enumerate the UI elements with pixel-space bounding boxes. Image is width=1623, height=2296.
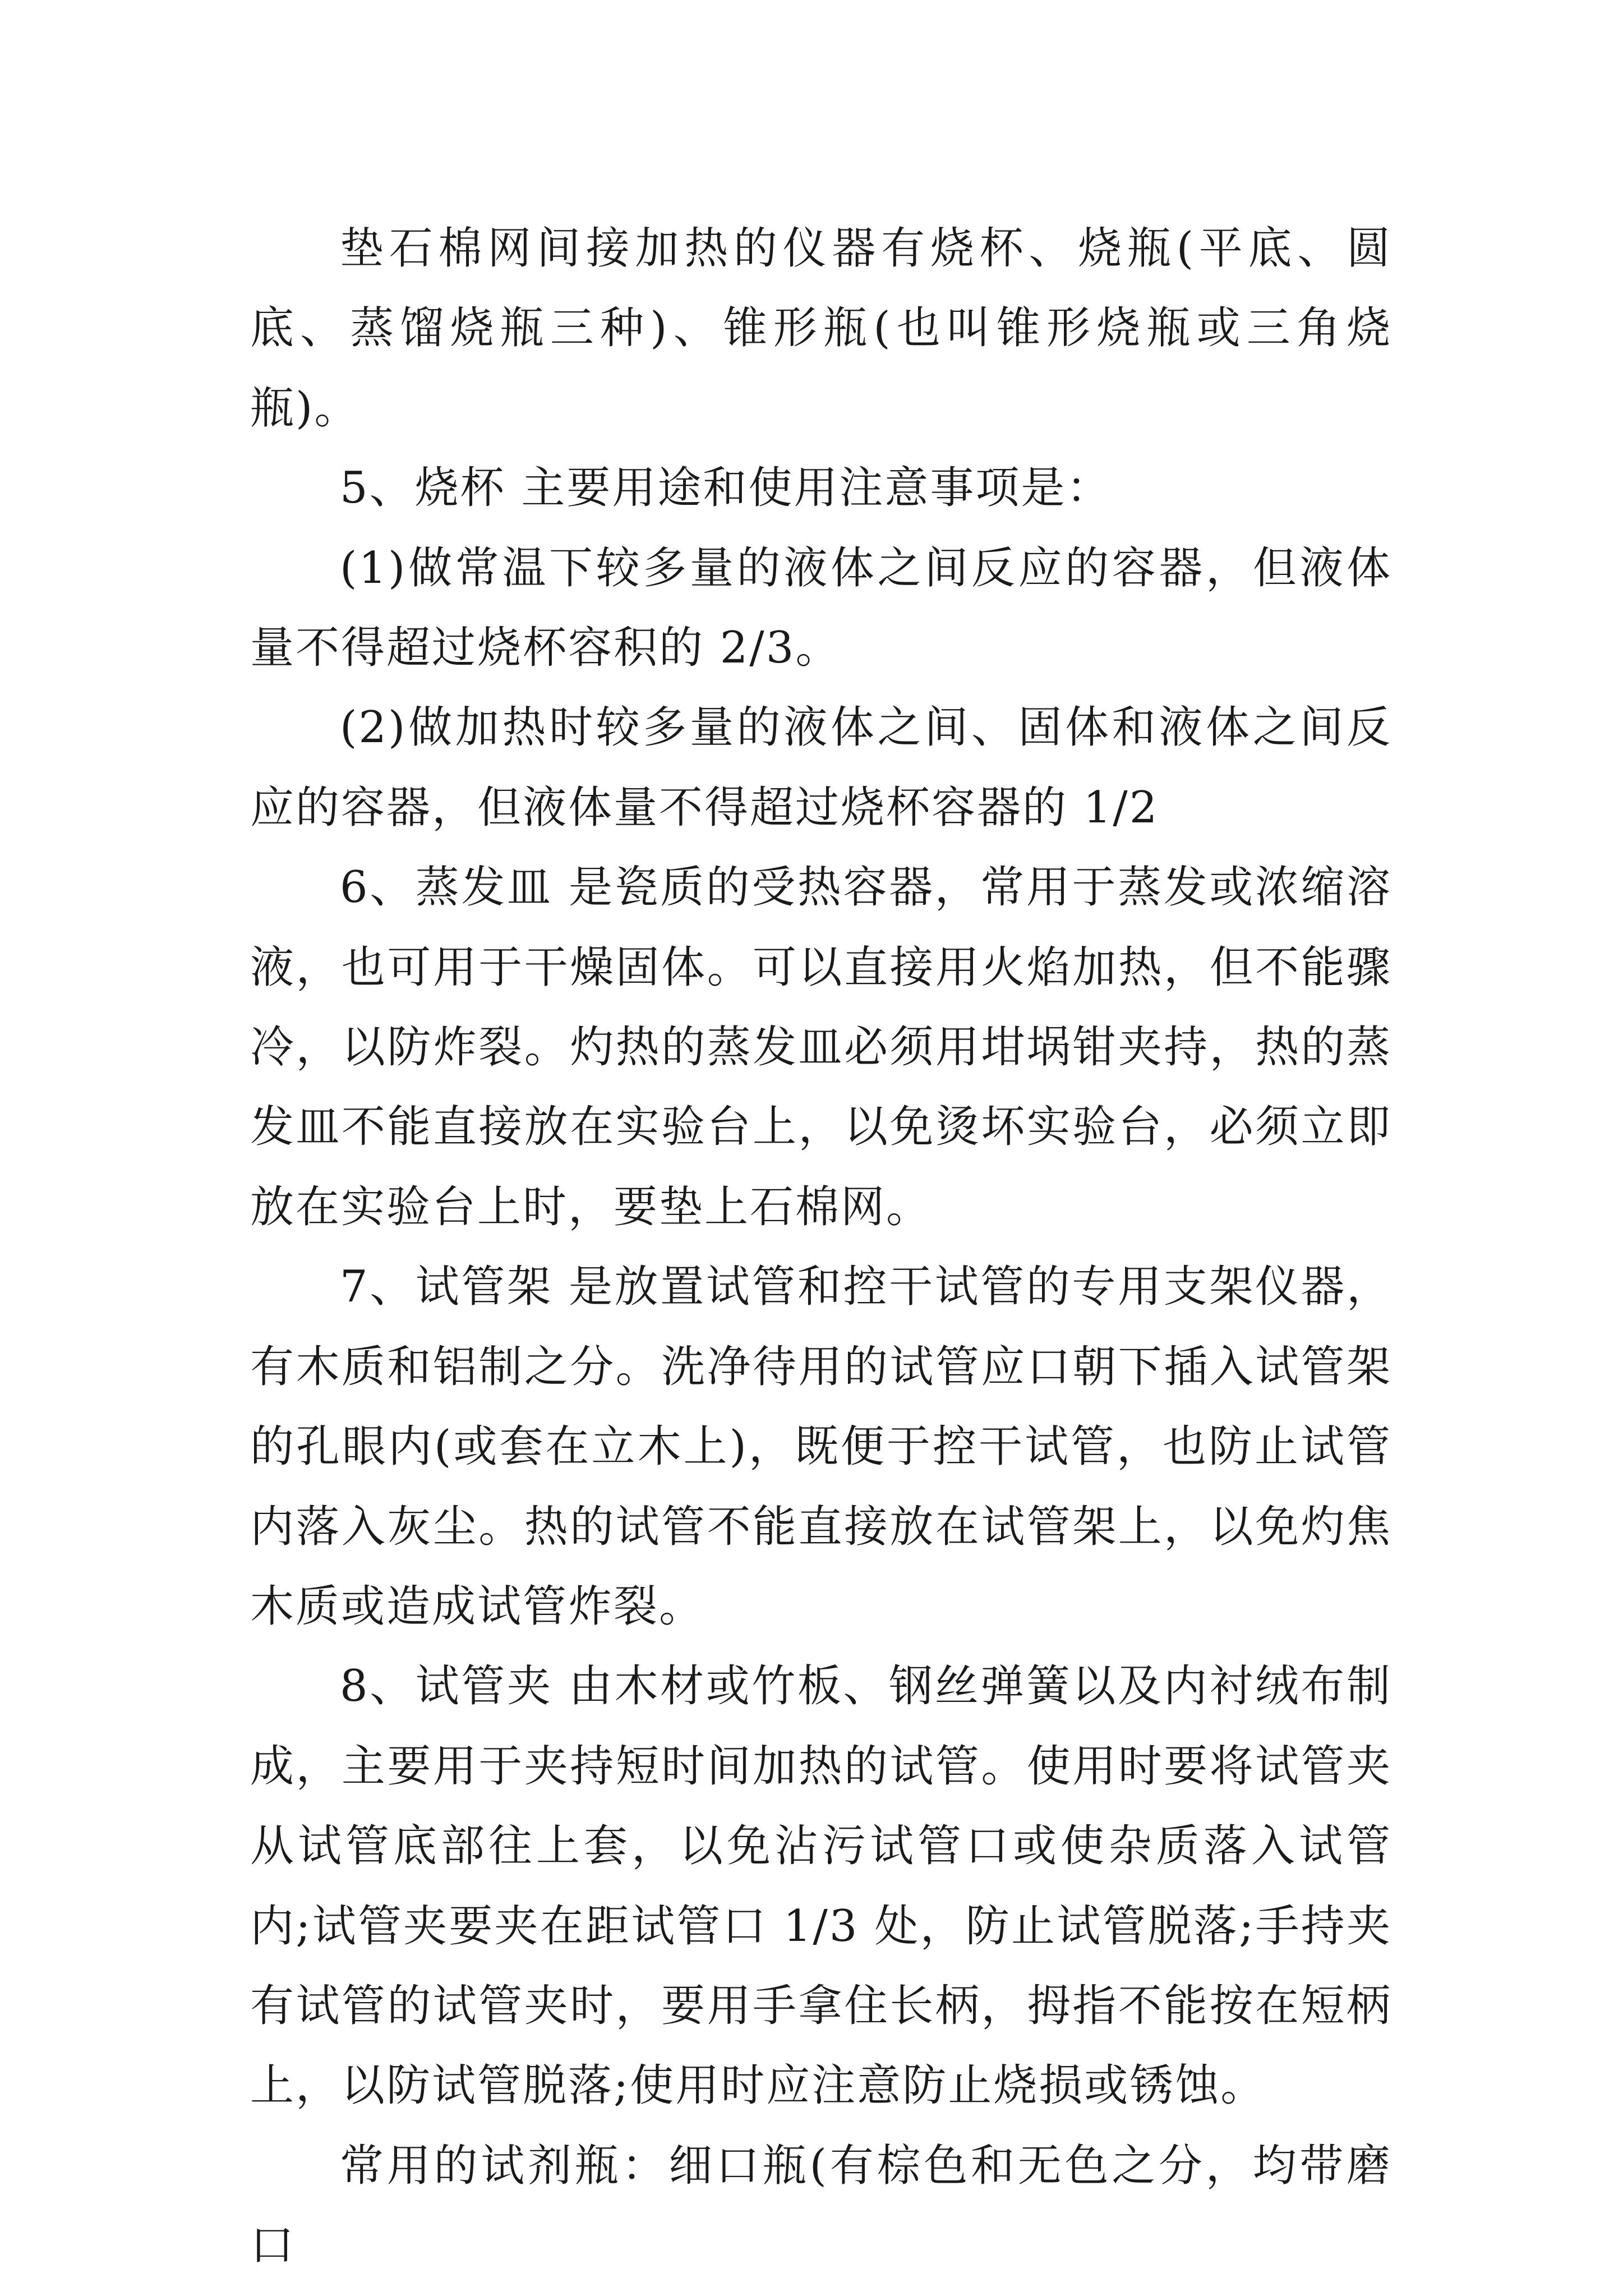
- paragraph-reagent-bottles: 常用的试剂瓶：细口瓶(有棕色和无色之分，均带磨口: [250, 2140, 1392, 2271]
- paragraph-evaporating-dish: 6、蒸发皿 是瓷质的受热容器，常用于蒸发或浓缩溶液，也可用于干燥固体。可以直接用火焰加热，但不能骤冷，以防炸裂。灼热的蒸发皿必须用坩埚钳夹持，热的蒸发皿不能直接放在实验台上，以免烫坏实验台，必须立即放在实验台上时，要垫上石棉网。: [250, 862, 1392, 1232]
- paragraph-beaker-item-2: (2)做加热时较多量的液体之间、固体和液体之间反应的容器，但液体量不得超过烧杯容器的 1/2: [250, 702, 1392, 833]
- paragraph-test-tube-rack: 7、试管架 是放置试管和控干试管的专用支架仪器，有木质和铝制之分。洗净待用的试管应口朝下插入试管架的孔眼内(或套在立木上)，既便于控干试管，也防止试管内落入灰尘。热的试管不能直接放在试管架上，以免灼焦木质或造成试管炸裂。: [250, 1262, 1392, 1632]
- paragraph-beaker-item-1: (1)做常温下较多量的液体之间反应的容器，但液体量不得超过烧杯容积的 2/3。: [250, 542, 1392, 674]
- body-text: [250, 209, 1392, 2286]
- paragraph-heating-instruments: 垫石棉网间接加热的仪器有烧杯、烧瓶(平底、圆底、蒸馏烧瓶三种)、锥形瓶(也叫锥形烧瓶或三角烧瓶)。: [250, 223, 1392, 434]
- paragraph-test-tube-holder: 8、试管夹 由木材或竹板、钢丝弹簧以及内衬绒布制成，主要用于夹持短时间加热的试管。使用时要将试管夹从试管底部往上套，以免沾污试管口或使杂质落入试管内;试管夹要夹在距试管口 1/3 处，防止试管脱落;手持夹有试管的试管夹时，要用手拿住长柄，拇指不能按在短柄上，以防试管脱落;使用时应注意防止烧损或锈蚀。: [250, 1661, 1392, 2111]
- paragraph-beaker-heading: 5、烧杯 主要用途和使用注意事项是：: [340, 463, 1112, 514]
